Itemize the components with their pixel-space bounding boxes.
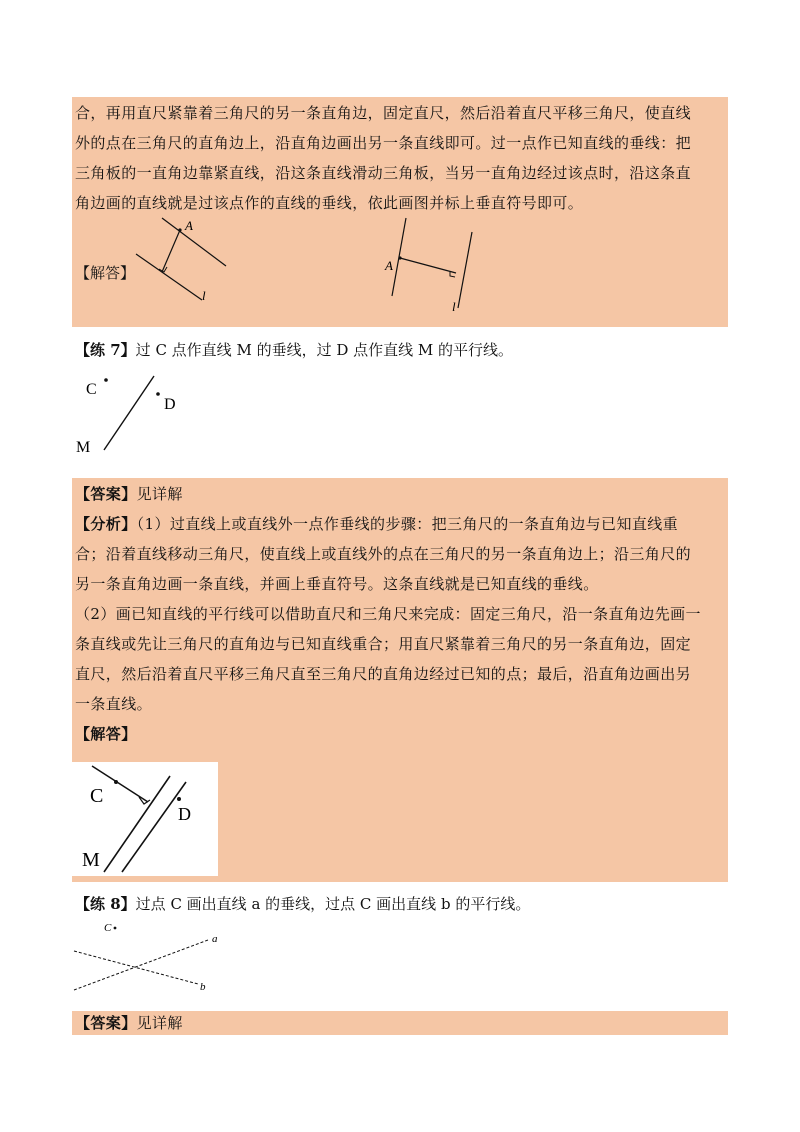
point-a bbox=[178, 228, 181, 231]
analysis-tag: 【分析】 bbox=[75, 515, 137, 533]
line-l bbox=[458, 232, 472, 308]
text-line: 条直线或先让三角尺的直角边与已知直线重合；用直尺紧靠着三角尺的另一条直角边，固定 bbox=[75, 635, 692, 653]
solution-text-1 bbox=[75, 98, 725, 218]
label-d: D bbox=[178, 804, 191, 824]
label-c: C bbox=[90, 785, 104, 807]
text-line bbox=[75, 509, 725, 539]
question-tag: 【练 7】 bbox=[75, 341, 136, 359]
line-m bbox=[104, 776, 170, 872]
text-line: 合；沿着直线移动三角尺，使直线上或直线外的点在三角尺的另一条直角边上；沿三角尺的 bbox=[75, 545, 692, 563]
figure-q7-solution bbox=[72, 762, 218, 876]
answer-text: 见详解 bbox=[136, 1014, 183, 1032]
label-a: A bbox=[385, 258, 393, 273]
answer-tag: 【答案】 bbox=[75, 1014, 137, 1032]
text-line: 合，再用直尺紧靠着三角尺的另一条直角边，固定直尺，然后沿着直尺平移三角尺，使直线 bbox=[75, 104, 692, 122]
label-l: l bbox=[202, 288, 206, 303]
answer-label-1: 【解答】 bbox=[75, 264, 136, 282]
perpendicular-segment bbox=[400, 258, 456, 273]
label-d: D bbox=[164, 396, 176, 413]
question-text: 过 C 点作直线 M 的垂线，过 D 点作直线 M 的平行线。 bbox=[135, 341, 514, 359]
point-a bbox=[398, 256, 401, 259]
label-m: M bbox=[82, 849, 100, 871]
text-line: （2）画已知直线的平行线可以借助直尺和三角尺来完成：固定三角尺，沿一条直角边先画一 bbox=[75, 605, 701, 623]
label-m: M bbox=[76, 439, 91, 456]
point-c bbox=[104, 378, 108, 382]
figure-q8 bbox=[72, 918, 232, 994]
analysis-text: （1）过直线上或直线外一点作垂线的步骤：把三角尺的一条直角边与已知直线重 bbox=[136, 515, 679, 533]
figure-perpendicular-construction bbox=[130, 216, 240, 306]
text-line: 角边画的直线就是过该点作的直线的垂线，依此画图并标上垂直符号即可。 bbox=[75, 194, 584, 212]
text-line: 直尺，然后沿着直尺平移三角尺直至三角尺的直角边经过已知的点；最后，沿直角边画出另 bbox=[75, 665, 692, 683]
line-b bbox=[74, 951, 198, 984]
figure-parallel-construction bbox=[380, 216, 480, 316]
question-tag: 【练 8】 bbox=[75, 895, 136, 913]
label-c: C bbox=[86, 381, 97, 398]
line-a bbox=[74, 940, 208, 990]
label-b: b bbox=[200, 981, 206, 993]
line-upper bbox=[162, 218, 226, 266]
solution-text-3 bbox=[75, 1008, 725, 1038]
question-7 bbox=[75, 339, 513, 360]
point-c bbox=[114, 780, 118, 784]
line-l bbox=[136, 254, 202, 300]
point-c bbox=[114, 927, 117, 930]
answer-label-2: 【解答】 bbox=[75, 725, 137, 743]
perpendicular-segment bbox=[162, 230, 180, 272]
question-text: 过点 C 画出直线 a 的垂线，过点 C 画出直线 b 的平行线。 bbox=[135, 895, 531, 913]
text-line: 另一条直角边画一条直线，并画上垂直符号。这条直线就是已知直线的垂线。 bbox=[75, 575, 599, 593]
solution-text-2 bbox=[75, 479, 725, 749]
parallel-through-d bbox=[122, 782, 186, 872]
line-m bbox=[104, 376, 154, 450]
text-line: 一条直线。 bbox=[75, 695, 153, 713]
answer-tag: 【答案】 bbox=[75, 485, 137, 503]
text-line: 外的点在三角尺的直角边上，沿直角边画出另一条直线即可。过一点作已知直线的垂线：把 bbox=[75, 134, 692, 152]
label-c: C bbox=[104, 922, 112, 934]
label-a: a bbox=[212, 933, 218, 945]
point-d bbox=[177, 797, 181, 801]
answer-text: 见详解 bbox=[136, 485, 183, 503]
figure-q7 bbox=[72, 368, 192, 458]
label-l: l bbox=[452, 299, 456, 314]
text-line: 三角板的一直角边靠紧直线，沿这条直线滑动三角板，当另一直角边经过该点时，沿这条直 bbox=[75, 164, 692, 182]
question-8 bbox=[75, 893, 530, 914]
point-d bbox=[156, 392, 160, 396]
answer-line bbox=[75, 479, 725, 509]
label-a: A bbox=[185, 218, 193, 233]
answer-line bbox=[75, 1008, 725, 1038]
